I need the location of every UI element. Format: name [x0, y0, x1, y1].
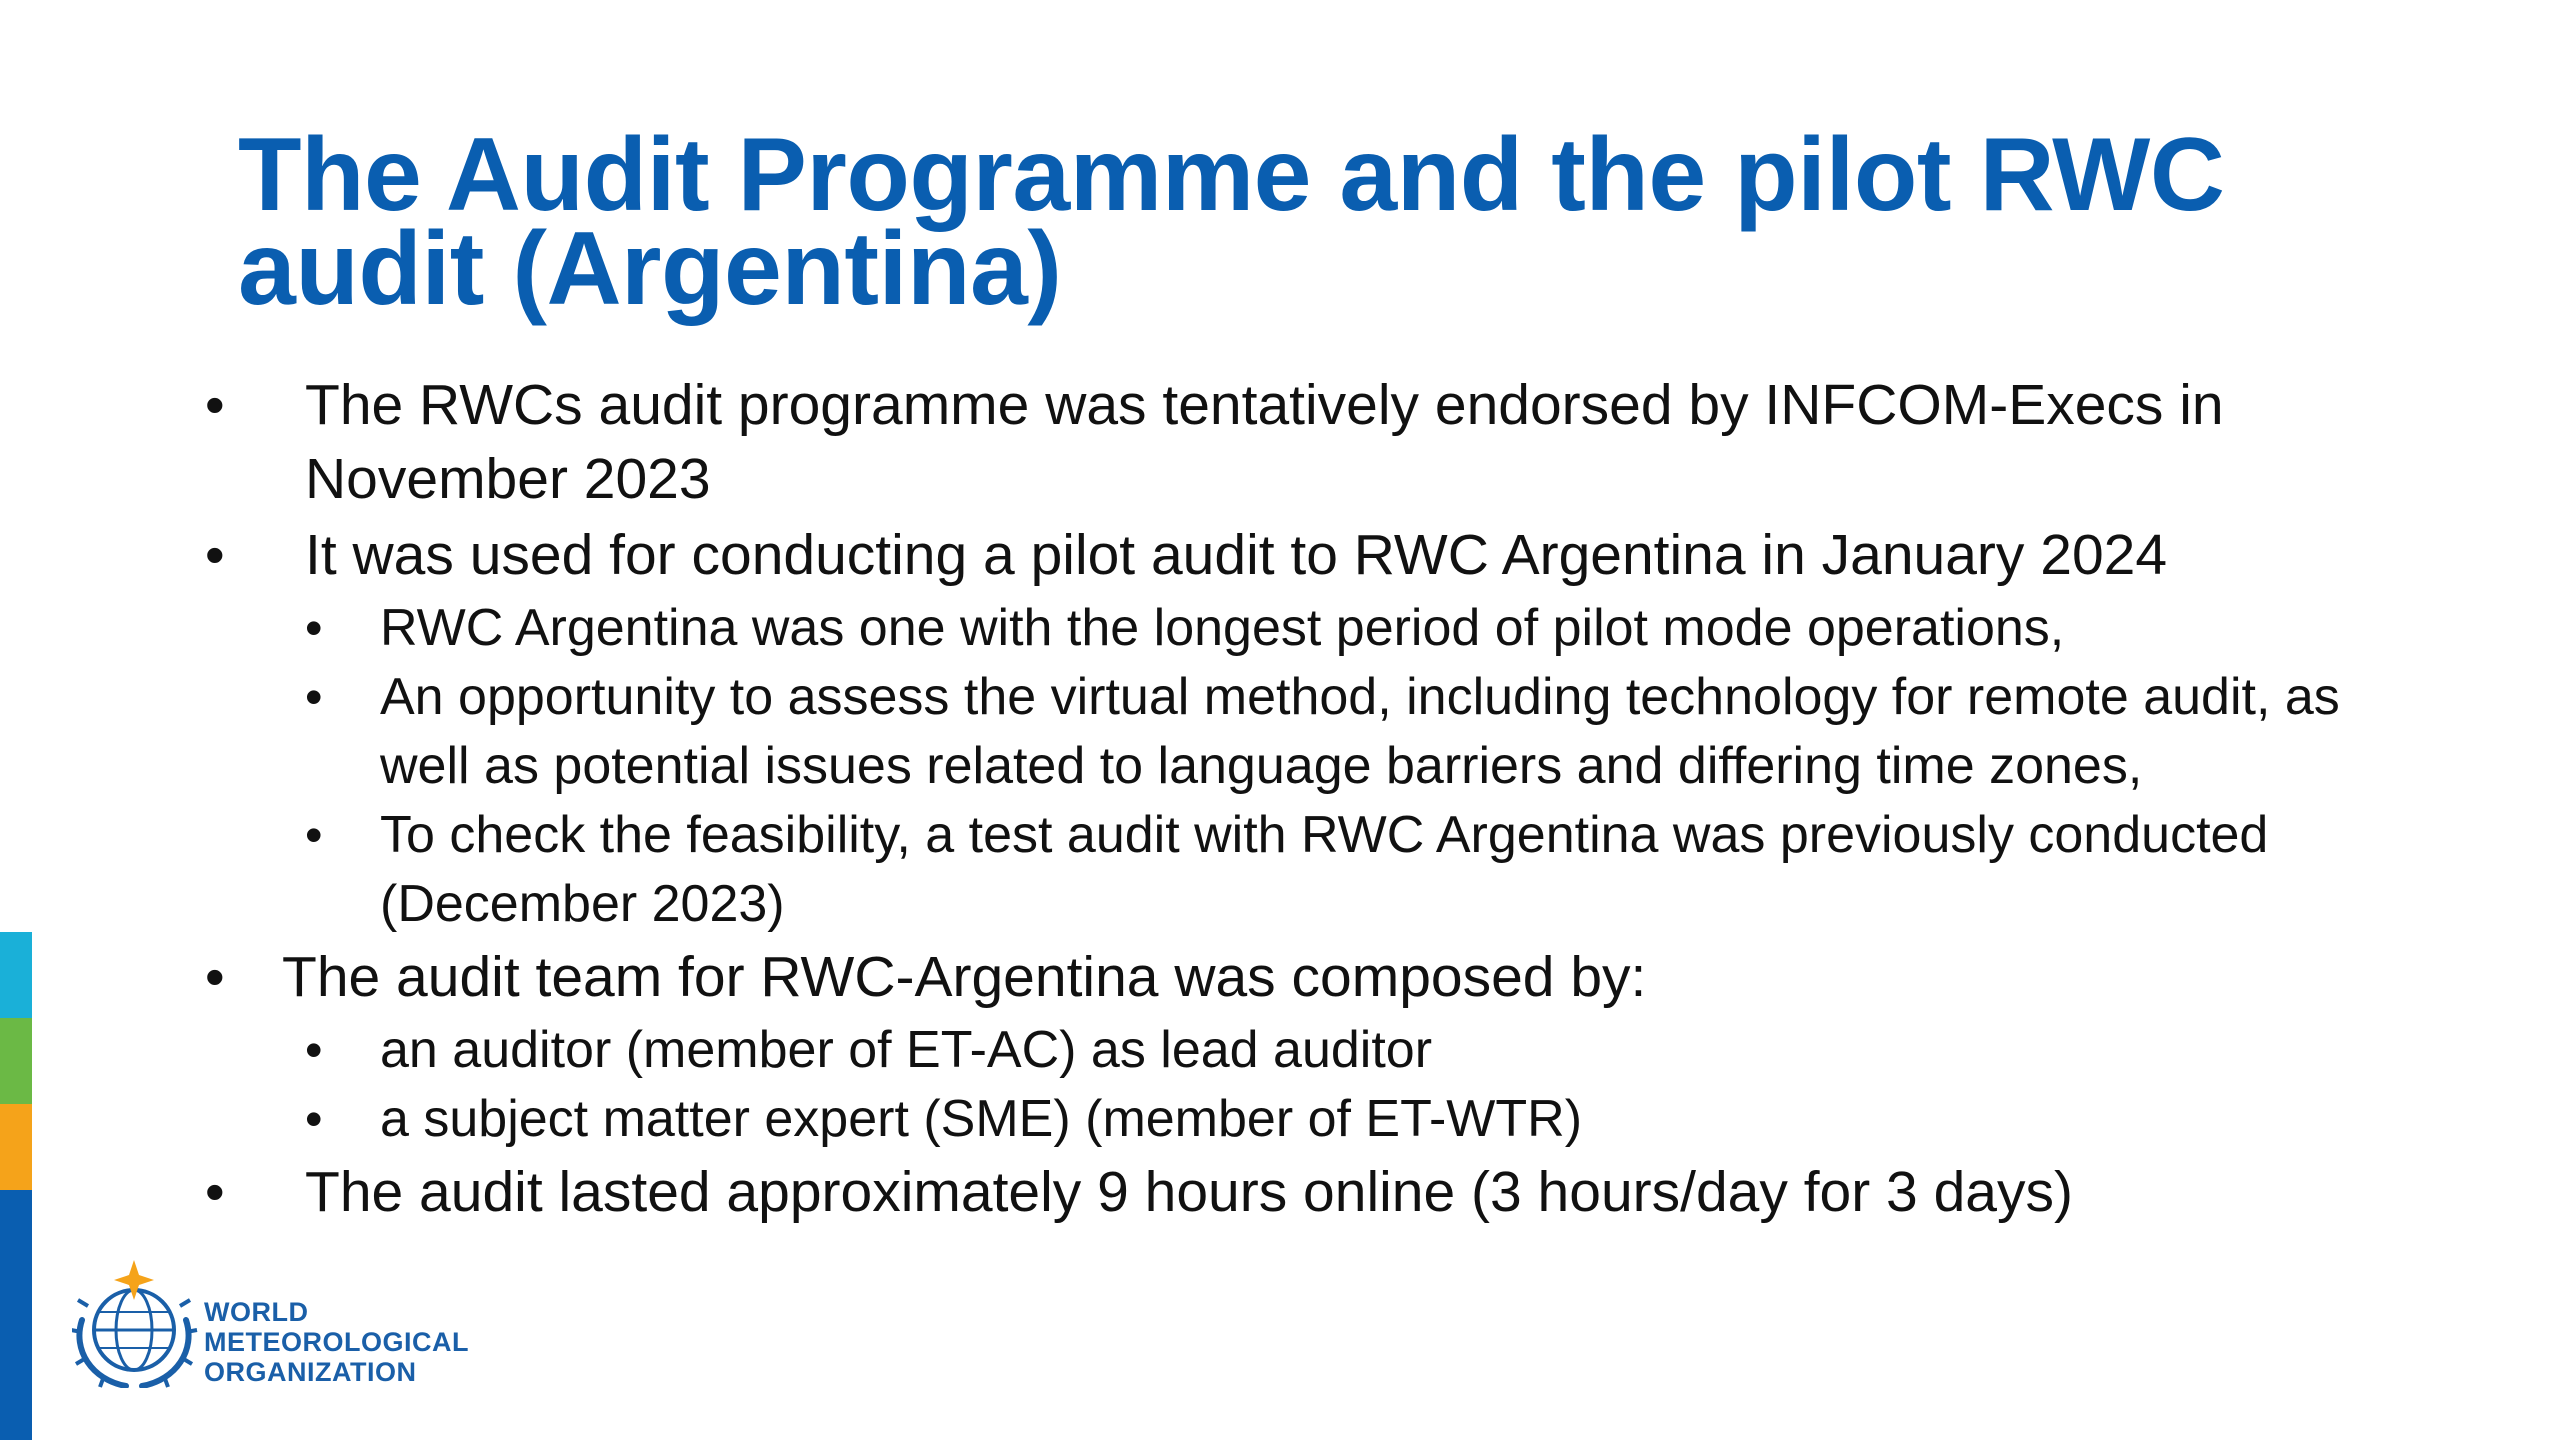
bullet-text: RWC Argentina was one with the longest period of pilot mode operations,: [380, 599, 2065, 657]
slide-title: The Audit Programme and the pilot RWC audit (Argentina): [238, 117, 2225, 327]
bullet-text: The RWCs audit programme was tentatively endorsed by INFCOM-Execs in November 2023: [305, 373, 2224, 511]
bullet-marker: •: [205, 1160, 225, 1223]
logo-line-1: WORLD: [204, 1297, 309, 1327]
bullet-text: a subject matter expert (SME) (member of ET-WTR): [380, 1090, 1583, 1148]
bullet-text: an auditor (member of ET-AC) as lead auditor: [380, 1021, 1433, 1079]
bullet-marker: •: [205, 523, 225, 586]
bullet-marker: •: [205, 373, 225, 436]
logo-line-2: METEOROLOGICAL: [204, 1327, 469, 1357]
bullet-marker: •: [305, 1022, 323, 1078]
bullet-marker: •: [305, 669, 323, 725]
bullet-marker: •: [305, 1091, 323, 1147]
bullet-text: To check the feasibility, a test audit with RWC Argentina was previously conducted (December 2023): [380, 806, 2269, 933]
bullet-marker: •: [305, 600, 323, 656]
sidebar-stripe-blue: [0, 1190, 32, 1440]
logo-line-3: ORGANIZATION: [204, 1357, 417, 1387]
sidebar-stripe-green: [0, 1018, 32, 1104]
bullet-text: An opportunity to assess the virtual method, including technology for remote audit, as well as potential issues related to language barriers and differing time zones,: [380, 668, 2340, 795]
bullet-marker: •: [205, 945, 225, 1008]
bullet-text: It was used for conducting a pilot audit to RWC Argentina in January 2024: [305, 523, 2168, 587]
bullet-text: The audit team for RWC-Argentina was composed by:: [282, 945, 1647, 1009]
bullet-text: The audit lasted approximately 9 hours online (3 hours/day for 3 days): [305, 1160, 2073, 1224]
wmo-logo-text: [204, 1297, 469, 1387]
sidebar-stripe-orange: [0, 1104, 32, 1190]
bullet-marker: •: [305, 807, 323, 863]
sidebar-stripe-cyan: [0, 932, 32, 1018]
